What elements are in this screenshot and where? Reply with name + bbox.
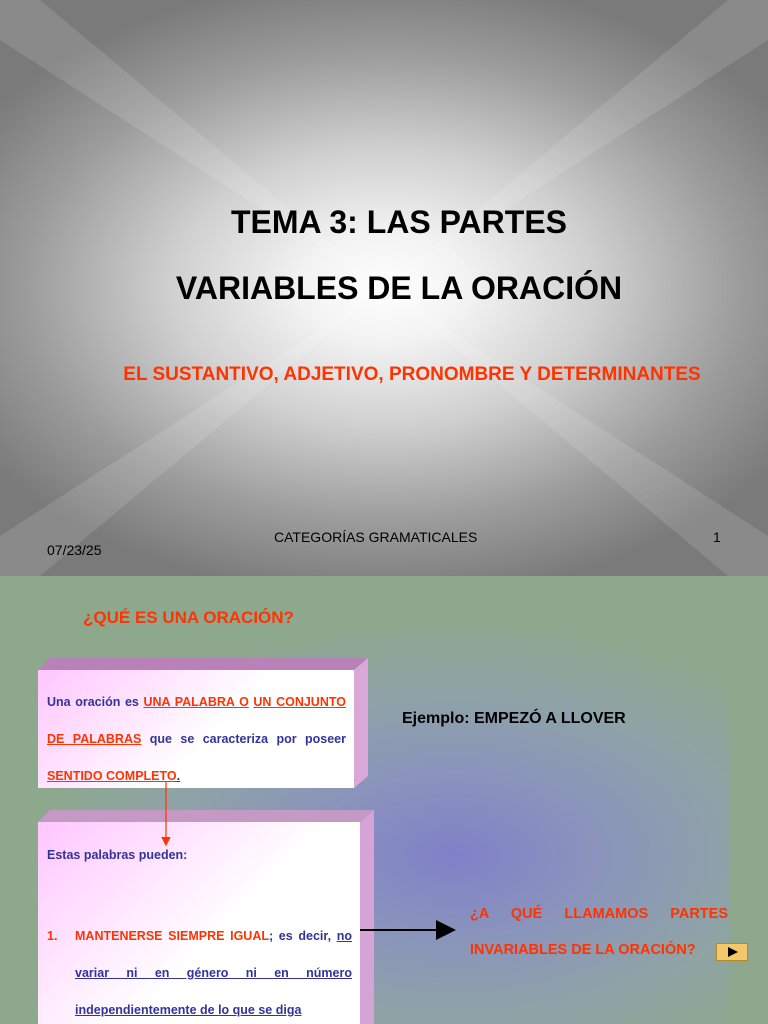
play-button[interactable]: [716, 943, 748, 961]
words-box: [38, 822, 360, 1024]
question-invariables: ¿A QUÉ LLAMAMOS PARTES INVARIABLES DE LA ORACIÓN?: [470, 906, 728, 958]
slide-number: 1: [713, 529, 721, 545]
question-title: ¿QUÉ ES UNA ORACIÓN?: [83, 608, 294, 627]
definition-highlight3: SENTIDO COMPLETO: [47, 769, 177, 783]
slide-title-line1: TEMA 3: LAS PARTES: [230, 204, 567, 240]
words-intro: Estas palabras pueden:: [47, 848, 188, 862]
footer-title: CATEGORÍAS GRAMATICALES: [274, 529, 478, 545]
list-item-highlight: MANTENERSE SIEMPRE IGUAL: [75, 929, 269, 943]
definition-text: [47, 684, 346, 795]
words-box-side: [360, 810, 374, 1024]
definition-highlight1: UNA PALABRA: [143, 695, 240, 709]
definition-box-top: [38, 658, 368, 670]
list-item: [47, 918, 352, 1024]
definition-part1: Una oración es: [47, 695, 144, 709]
definition-part2: O: [239, 695, 249, 709]
list-item-underlined: no variar ni en género ni en número independientemente de lo que se diga: [75, 929, 352, 1017]
footer-date: 07/23/25: [47, 542, 102, 558]
list-item-text: ; es decir,: [268, 929, 337, 943]
definition-highlight2: UN CONJUNTO DE PALABRAS: [47, 695, 346, 746]
slide-subtitle: EL SUSTANTIVO, ADJETIVO, PRONOMBRE Y DETERMINANTES: [123, 364, 701, 385]
words-box-top: [38, 810, 374, 822]
slide-title-line2: VARIABLES DE LA ORACIÓN: [175, 270, 623, 306]
content-slide: [0, 576, 768, 1024]
list-item-number: 1.: [47, 929, 58, 943]
definition-part3: que se caracteriza por poseer: [141, 732, 346, 746]
definition-box-side: [354, 658, 368, 788]
definition-box: [38, 670, 354, 788]
example-text: Ejemplo: EMPEZÓ A LLOVER: [402, 710, 626, 727]
definition-part4: .: [176, 769, 181, 783]
